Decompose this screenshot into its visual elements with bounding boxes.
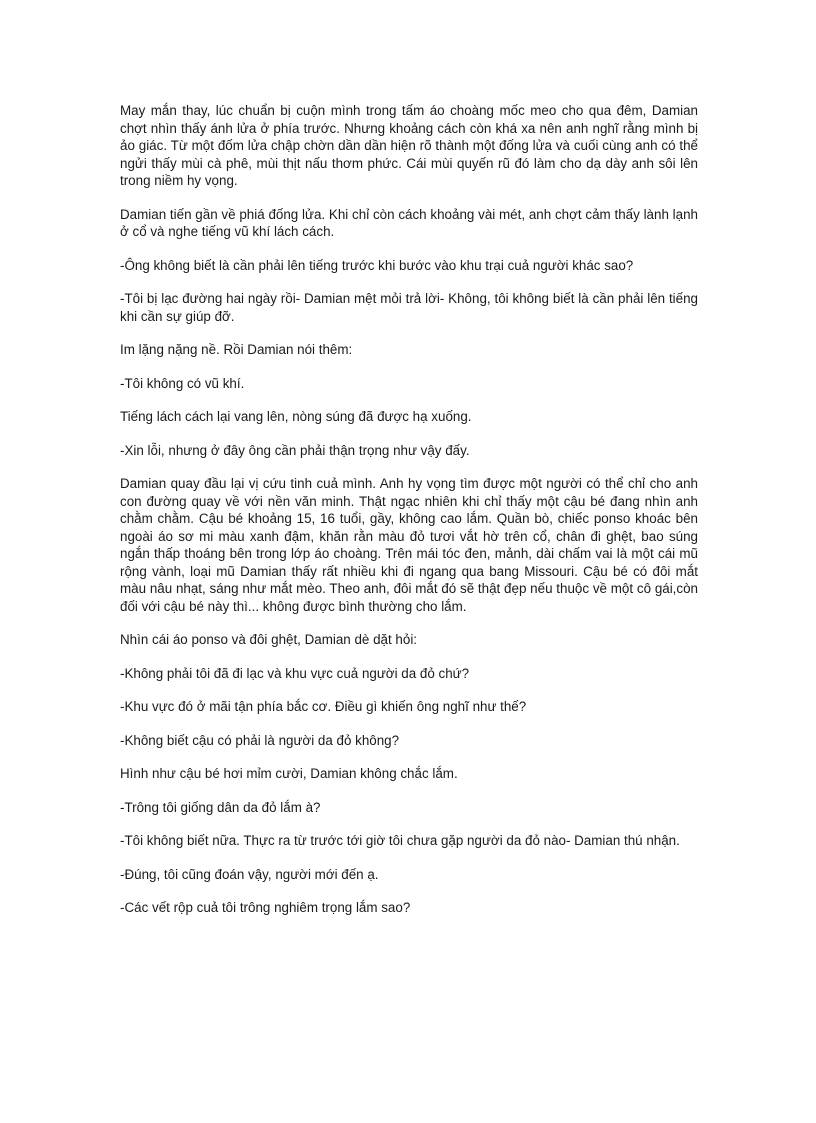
- paragraph: Hình như cậu bé hơi mỉm cười, Damian không chắc lắm.: [120, 766, 458, 781]
- paragraph: -Tôi không có vũ khí.: [120, 375, 245, 391]
- paragraph: -Không biết cậu có phải là người da đỏ không?: [120, 732, 400, 748]
- paragraph: -Trông tôi giống dân da đỏ lắm à?: [120, 799, 321, 815]
- paragraph: -Tôi bị lạc đường hai ngày rồi- Damian mệt mỏi trả lời- Không, tôi không biết là cần phải lên tiếng khi cần sự giúp đỡ.: [120, 291, 698, 324]
- paragraph: -Tôi không biết nữa. Thực ra từ trước tới giờ tôi chưa gặp người da đỏ nào- Damian thú nhận.: [120, 833, 680, 848]
- paragraph: -Khu vực đó ở mãi tận phía bắc cơ. Điều gì khiến ông nghĩ như thế?: [120, 699, 527, 714]
- paragraph: Tiếng lách cách lại vang lên, nòng súng đã được hạ xuống.: [120, 409, 472, 424]
- paragraph: -Xin lỗi, nhưng ở đây ông cần phải thận trọng như vậy đấy.: [120, 442, 470, 458]
- paragraph: -Đúng, tôi cũng đoán vậy, người mới đến ạ.: [120, 866, 379, 882]
- paragraph: Nhìn cái áo ponso và đôi ghệt, Damian dè dặt hỏi:: [120, 632, 418, 647]
- paragraph: -Không phải tôi đã đi lạc và khu vực cuả người da đỏ chứ?: [120, 665, 470, 681]
- paragraph: -Các vết rộp cuả tôi trông nghiêm trọng lắm sao?: [120, 900, 411, 915]
- paragraph: May mắn thay, lúc chuẩn bị cuộn mình trong tấm áo choàng mốc meo cho qua đêm, Damian chợt nhìn thấy ánh lửa ở phía trước. Nhưng khoảng cách còn khá xa nên anh nghĩ rằng mình bị ảo giác. Từ một đốm lửa chập chờn dần dần hiện rõ thành một đống lửa và cuối cùng anh có thể ngửi thấy mùi cà phê, mùi thịt nấu thơm phức. Cái mùi quyến rũ đó làm cho dạ dày anh sôi lên trong niềm hy vọng.: [120, 103, 698, 188]
- paragraph: Im lặng nặng nề. Rồi Damian nói thêm:: [120, 342, 353, 357]
- paragraph: Damian tiến gần về phiá đống lửa. Khi chỉ còn cách khoảng vài mét, anh chợt cảm thấy lành lạnh ở cổ và nghe tiếng vũ khí lách cách.: [120, 206, 698, 239]
- paragraph: -Ông không biết là cần phải lên tiếng trước khi bước vào khu trại cuả người khác sao?: [120, 257, 634, 273]
- paragraph: Damian quay đầu lại vị cứu tinh cuả mình. Anh hy vọng tìm được một người có thể chỉ cho anh con đường quay về với nền văn minh. Thật ngạc nhiên khi chỉ thấy một cậu bé đang nhìn anh chằm chằm. Cậu bé khoảng 15, 16 tuổi, gầy, không cao lắm. Quần bò, chiếc ponso khoác bên ngoài áo sơ mi màu xanh đậm, khăn rằn màu đỏ tươi vắt hờ trên cổ, chân đi ghệt, bao súng ngắn thấp thoáng bên trong lớp áo choàng. Trên mái tóc đen, mảnh, dài chấm vai là một cái mũ rộng vành, loại mũ Damian thấy rất nhiều khi đi ngang qua bang Missouri. Cậu bé có đôi mắt màu nâu nhạt, sáng như mắt mèo. Theo anh, đôi mắt đó sẽ thật đẹp nếu thuộc về một cô gái,còn đối với cậu bé này thì... không được bình thường cho lắm.: [120, 476, 698, 614]
- document-body: [120, 102, 698, 933]
